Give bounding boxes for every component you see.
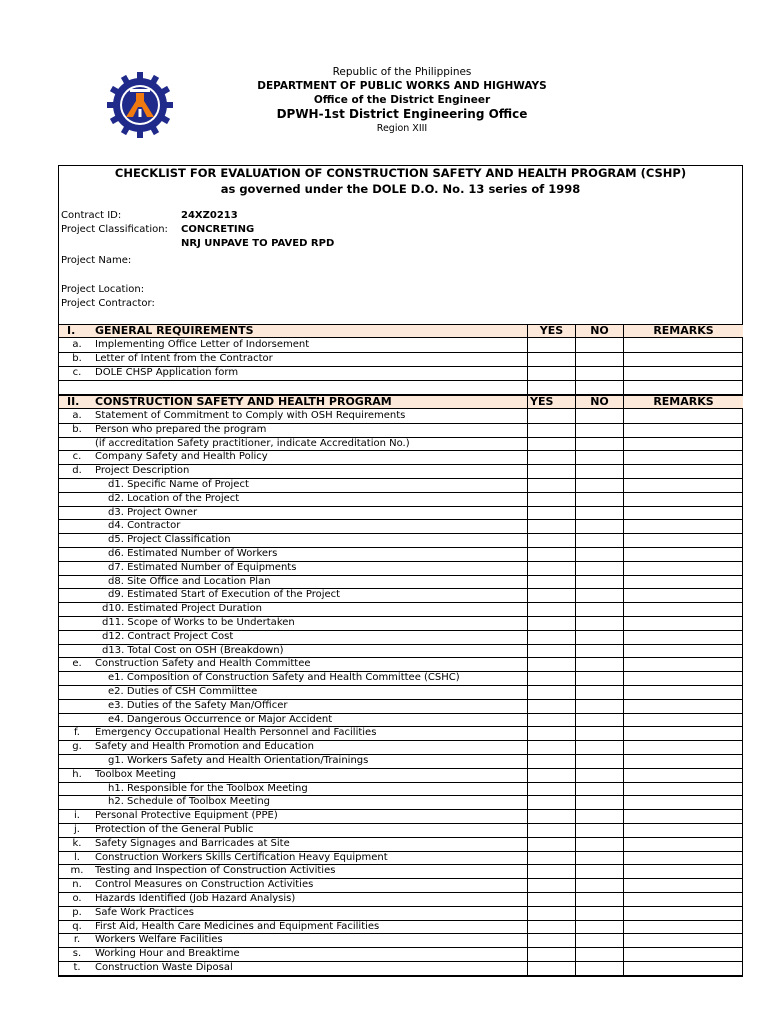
remarks-cell[interactable] — [623, 657, 743, 671]
remarks-cell[interactable] — [623, 519, 743, 533]
item-letter — [59, 561, 95, 575]
checklist-row — [59, 366, 743, 381]
yes-cell[interactable] — [527, 933, 575, 947]
item-text: h1. Responsible for the Toolbox Meeting — [108, 782, 308, 794]
checklist-row — [59, 437, 743, 452]
checklist-row — [59, 782, 743, 797]
item-text: e4. Dangerous Occurrence or Major Accident — [108, 713, 333, 725]
item-text: d10. Estimated Project Duration — [102, 603, 262, 615]
checklist-row — [59, 352, 743, 367]
item-letter: b. — [72, 423, 82, 435]
checklist-row — [59, 616, 743, 631]
item-letter: f. — [74, 727, 80, 739]
item-text: d11. Scope of Works to be Undertaken — [102, 617, 295, 628]
remarks-cell[interactable] — [623, 561, 743, 575]
header-region: Region XIII — [376, 123, 428, 134]
item-letter — [59, 588, 95, 602]
remarks-cell[interactable] — [623, 795, 743, 809]
checklist-row — [59, 837, 743, 852]
no-cell[interactable] — [575, 380, 623, 394]
item-text: Safe Work Practices — [95, 906, 194, 918]
yes-cell[interactable] — [527, 519, 575, 533]
no-cell[interactable] — [575, 713, 623, 727]
yes-cell[interactable] — [527, 740, 575, 754]
no-cell[interactable] — [575, 602, 623, 616]
item-text: d6. Estimated Number of Workers — [108, 548, 278, 559]
no-cell[interactable] — [575, 575, 623, 589]
remarks-cell[interactable] — [623, 437, 743, 451]
remarks-cell[interactable] — [623, 533, 743, 547]
item-text: First Aid, Health Care Medicines and Equipment Facilities — [95, 920, 380, 932]
header-department: DEPARTMENT OF PUBLIC WORKS AND HIGHWAYS — [257, 80, 547, 92]
item-letter: a. — [72, 339, 82, 350]
remarks-cell[interactable] — [623, 768, 743, 782]
remarks-cell[interactable] — [623, 837, 743, 851]
checklist-row — [59, 478, 743, 493]
checklist-row — [59, 878, 743, 893]
item-text: Workers Welfare Facilities — [95, 934, 223, 946]
column-remarks-header: REMARKS — [623, 396, 743, 408]
yes-cell[interactable] — [527, 561, 575, 575]
remarks-cell[interactable] — [623, 685, 743, 699]
item-letter — [59, 437, 95, 451]
item-text: d4. Contractor — [108, 520, 181, 532]
yes-cell[interactable] — [527, 851, 575, 865]
no-cell[interactable] — [575, 920, 623, 934]
checklist-row — [59, 644, 743, 659]
no-cell[interactable] — [575, 809, 623, 823]
item-text: (if accreditation Safety practitioner, indicate Accreditation No.) — [95, 437, 410, 449]
item-letter — [59, 602, 95, 616]
item-text: Safety and Health Promotion and Education — [95, 741, 315, 753]
yes-cell[interactable] — [527, 352, 575, 366]
checklist-row — [59, 809, 743, 824]
item-text: e3. Duties of the Safety Man/Officer — [108, 699, 288, 711]
item-text: g1. Workers Safety and Health Orientation/Trainings — [108, 755, 369, 766]
checklist-row — [59, 685, 743, 700]
item-text: Emergency Occupational Health Personnel and Facilities — [95, 727, 377, 739]
yes-cell[interactable] — [527, 450, 575, 464]
no-cell[interactable] — [575, 823, 623, 837]
remarks-cell[interactable] — [623, 740, 743, 754]
yes-cell[interactable] — [527, 754, 575, 768]
item-letter — [59, 492, 95, 506]
item-text: Toolbox Meeting — [95, 768, 176, 780]
checklist-row — [59, 947, 743, 962]
item-text: d5. Project Classification — [108, 534, 231, 546]
checklist-row — [59, 561, 743, 576]
item-text: d12. Contract Project Cost — [102, 630, 234, 642]
section-general-requirements-header — [59, 324, 743, 338]
no-cell[interactable] — [575, 685, 623, 699]
checklist-row — [59, 547, 743, 562]
no-cell[interactable] — [575, 644, 623, 658]
checklist-row — [59, 906, 743, 921]
yes-cell[interactable] — [527, 947, 575, 961]
yes-cell[interactable] — [527, 533, 575, 547]
item-letter: n. — [72, 879, 82, 891]
remarks-cell[interactable] — [623, 352, 743, 366]
checklist-row — [59, 740, 743, 755]
no-cell[interactable] — [575, 588, 623, 602]
item-text: d8. Site Office and Location Plan — [108, 575, 271, 587]
item-text: d9. Estimated Start of Execution of the Project — [108, 589, 341, 601]
checklist-row — [59, 519, 743, 534]
item-letter — [59, 795, 95, 809]
remarks-cell[interactable] — [623, 616, 743, 630]
remarks-cell[interactable] — [623, 906, 743, 920]
item-letter — [59, 754, 95, 768]
no-cell[interactable] — [575, 837, 623, 851]
item-text: Construction Waste Diposal — [95, 962, 233, 973]
no-cell[interactable] — [575, 450, 623, 464]
no-cell[interactable] — [575, 409, 623, 423]
checklist-row — [59, 795, 743, 810]
no-cell[interactable] — [575, 878, 623, 892]
remarks-cell[interactable] — [623, 933, 743, 947]
yes-cell[interactable] — [527, 644, 575, 658]
checklist-row — [59, 823, 743, 838]
item-letter: s. — [72, 948, 82, 960]
yes-cell[interactable] — [527, 892, 575, 906]
item-letter: a. — [72, 410, 82, 421]
yes-cell[interactable] — [527, 837, 575, 851]
checklist-row — [59, 768, 743, 783]
yes-cell[interactable] — [527, 492, 575, 506]
item-letter — [59, 547, 95, 561]
yes-cell[interactable] — [527, 685, 575, 699]
remarks-cell[interactable] — [623, 699, 743, 713]
remarks-cell[interactable] — [623, 423, 743, 437]
item-letter: c. — [72, 451, 82, 463]
yes-cell[interactable] — [527, 906, 575, 920]
yes-cell[interactable] — [527, 506, 575, 520]
yes-cell[interactable] — [527, 795, 575, 809]
item-letter: j. — [74, 824, 80, 835]
remarks-cell[interactable] — [623, 630, 743, 644]
no-cell[interactable] — [575, 352, 623, 366]
item-letter: e. — [72, 658, 82, 670]
item-text: e1. Composition of Construction Safety and Health Committee (CSHC) — [108, 672, 460, 684]
checklist-row — [59, 423, 743, 438]
item-text: Company Safety and Health Policy — [95, 451, 268, 463]
no-cell[interactable] — [575, 671, 623, 685]
remarks-cell[interactable] — [623, 809, 743, 823]
contract-id-value: 24XZ0213 — [181, 210, 238, 221]
no-cell[interactable] — [575, 492, 623, 506]
yes-cell[interactable] — [527, 588, 575, 602]
item-letter: i. — [74, 810, 80, 822]
remarks-cell[interactable] — [623, 754, 743, 768]
project-name-label: Project Name: — [61, 255, 132, 266]
no-cell[interactable] — [575, 933, 623, 947]
column-yes-header: YES — [527, 396, 575, 408]
no-cell[interactable] — [575, 437, 623, 451]
checklist-row — [59, 575, 743, 590]
item-text: Implementing Office Letter of Indorsement — [95, 339, 310, 350]
item-letter — [59, 616, 95, 630]
checklist-row — [59, 851, 743, 866]
dpwh-logo — [106, 71, 174, 139]
yes-cell[interactable] — [527, 961, 575, 975]
remarks-cell[interactable] — [623, 464, 743, 478]
yes-cell[interactable] — [527, 726, 575, 740]
yes-cell[interactable] — [527, 920, 575, 934]
yes-cell[interactable] — [527, 768, 575, 782]
remarks-cell[interactable] — [623, 920, 743, 934]
remarks-cell[interactable] — [623, 878, 743, 892]
classification-sub-value: NRJ UNPAVE TO PAVED RPD — [181, 238, 335, 249]
item-text: d13. Total Cost on OSH (Breakdown) — [102, 644, 284, 656]
checklist-row — [59, 933, 743, 948]
no-cell[interactable] — [575, 726, 623, 740]
checklist-row — [59, 492, 743, 507]
item-text: d1. Specific Name of Project — [108, 479, 249, 490]
yes-cell[interactable] — [527, 366, 575, 380]
item-text: Letter of Intent from the Contractor — [95, 353, 273, 364]
no-cell[interactable] — [575, 561, 623, 575]
item-letter — [59, 685, 95, 699]
item-text: Personal Protective Equipment (PPE) — [95, 810, 278, 822]
no-cell[interactable] — [575, 423, 623, 437]
yes-cell[interactable] — [527, 547, 575, 561]
item-letter — [59, 506, 95, 520]
no-cell[interactable] — [575, 864, 623, 878]
item-letter — [59, 782, 95, 796]
section-cshp-header — [59, 395, 743, 409]
yes-cell[interactable] — [527, 782, 575, 796]
item-letter: o. — [72, 893, 82, 904]
remarks-cell[interactable] — [623, 782, 743, 796]
remarks-cell[interactable] — [623, 851, 743, 865]
checklist-row — [59, 588, 743, 603]
yes-cell[interactable] — [527, 809, 575, 823]
item-text: Working Hour and Breaktime — [95, 948, 240, 960]
remarks-cell[interactable] — [623, 588, 743, 602]
item-letter: h. — [72, 768, 82, 780]
checklist-title: CHECKLIST FOR EVALUATION OF CONSTRUCTION SAFETY AND HEALTH PROGRAM (CSHP) — [114, 166, 687, 180]
no-cell[interactable] — [575, 464, 623, 478]
remarks-cell[interactable] — [623, 547, 743, 561]
yes-cell[interactable] — [527, 380, 575, 394]
checklist-row — [59, 671, 743, 686]
no-cell[interactable] — [575, 338, 623, 352]
no-cell[interactable] — [575, 754, 623, 768]
remarks-cell[interactable] — [623, 947, 743, 961]
no-cell[interactable] — [575, 506, 623, 520]
remarks-cell[interactable] — [623, 575, 743, 589]
section-number: II. — [67, 395, 80, 408]
column-remarks-header: REMARKS — [623, 325, 743, 337]
item-letter: c. — [72, 367, 82, 378]
item-letter: r. — [73, 934, 81, 946]
project-location-label: Project Location: — [61, 284, 145, 295]
checklist-row — [59, 864, 743, 879]
item-letter: t. — [73, 962, 81, 973]
no-cell[interactable] — [575, 906, 623, 920]
item-letter: p. — [72, 906, 82, 918]
checklist-row — [59, 699, 743, 714]
yes-cell[interactable] — [527, 713, 575, 727]
checklist-row — [59, 892, 743, 907]
item-letter — [59, 671, 95, 685]
yes-cell[interactable] — [527, 464, 575, 478]
no-cell[interactable] — [575, 657, 623, 671]
item-text: Protection of the General Public — [95, 824, 254, 835]
no-cell[interactable] — [575, 782, 623, 796]
yes-cell[interactable] — [527, 864, 575, 878]
classification-value: CONCRETING — [181, 224, 255, 235]
item-letter — [59, 478, 95, 492]
remarks-cell[interactable] — [623, 961, 743, 975]
header-district-office: DPWH-1st District Engineering Office — [276, 107, 528, 121]
checklist-row — [59, 506, 743, 521]
item-letter — [59, 533, 95, 547]
remarks-cell[interactable] — [623, 671, 743, 685]
item-letter — [59, 575, 95, 589]
checklist-row — [59, 726, 743, 741]
no-cell[interactable] — [575, 630, 623, 644]
checklist-row — [59, 533, 743, 548]
no-cell[interactable] — [575, 616, 623, 630]
remarks-cell[interactable] — [623, 602, 743, 616]
item-text: d3. Project Owner — [108, 506, 198, 518]
item-letter — [59, 644, 95, 658]
yes-cell[interactable] — [527, 575, 575, 589]
checklist-row — [59, 338, 743, 353]
yes-cell[interactable] — [527, 437, 575, 451]
remarks-cell[interactable] — [623, 726, 743, 740]
no-cell[interactable] — [575, 478, 623, 492]
no-cell[interactable] — [575, 961, 623, 975]
contract-id-label: Contract ID: — [61, 210, 122, 221]
checklist-row — [59, 961, 743, 976]
no-cell[interactable] — [575, 947, 623, 961]
item-letter — [59, 519, 95, 533]
checklist-row — [59, 409, 743, 424]
yes-cell[interactable] — [527, 878, 575, 892]
remarks-cell[interactable] — [623, 823, 743, 837]
classification-label: Project Classification: — [61, 224, 168, 235]
checklist-row — [59, 657, 743, 672]
no-cell[interactable] — [575, 519, 623, 533]
remarks-cell[interactable] — [623, 338, 743, 352]
yes-cell[interactable] — [527, 699, 575, 713]
item-text: DOLE CHSP Application form — [95, 367, 239, 378]
item-letter: b. — [72, 353, 82, 364]
column-yes-header: YES — [527, 325, 575, 337]
yes-cell[interactable] — [527, 409, 575, 423]
item-text: Person who prepared the program — [95, 423, 267, 435]
header-office: Office of the District Engineer — [313, 94, 491, 106]
yes-cell[interactable] — [527, 823, 575, 837]
project-contractor-label: Project Contractor: — [61, 298, 155, 309]
section-title: CONSTRUCTION SAFETY AND HEALTH PROGRAM — [95, 395, 392, 408]
item-letter: g. — [72, 741, 82, 753]
yes-cell[interactable] — [527, 657, 575, 671]
item-text: d2. Location of the Project — [108, 492, 240, 504]
remarks-cell[interactable] — [623, 492, 743, 506]
item-text: Control Measures on Construction Activities — [95, 879, 314, 891]
yes-cell[interactable] — [527, 630, 575, 644]
checklist-row — [59, 450, 743, 465]
item-letter: m. — [70, 865, 84, 877]
yes-cell[interactable] — [527, 602, 575, 616]
no-cell[interactable] — [575, 851, 623, 865]
no-cell[interactable] — [575, 740, 623, 754]
checklist-row — [59, 602, 743, 617]
item-letter: k. — [72, 837, 82, 849]
item-letter — [59, 630, 95, 644]
checklist-row — [59, 920, 743, 935]
item-letter: d. — [72, 465, 82, 477]
item-text: Construction Workers Skills Certification Heavy Equipment — [95, 851, 388, 863]
section-number: I. — [67, 324, 76, 337]
no-cell[interactable] — [575, 547, 623, 561]
item-text: Testing and Inspection of Construction Activities — [95, 865, 336, 877]
checklist-row — [59, 713, 743, 728]
remarks-cell[interactable] — [623, 892, 743, 906]
checklist-row — [59, 464, 743, 479]
remarks-cell[interactable] — [623, 864, 743, 878]
remarks-cell[interactable] — [623, 713, 743, 727]
column-no-header: NO — [575, 325, 623, 337]
item-text: Construction Safety and Health Committee — [95, 658, 311, 670]
no-cell[interactable] — [575, 366, 623, 380]
item-text: Safety Signages and Barricades at Site — [95, 837, 290, 849]
header-republic: Republic of the Philippines — [332, 66, 472, 78]
yes-cell[interactable] — [527, 671, 575, 685]
yes-cell[interactable] — [527, 423, 575, 437]
no-cell[interactable] — [575, 699, 623, 713]
yes-cell[interactable] — [527, 478, 575, 492]
yes-cell[interactable] — [527, 338, 575, 352]
item-text: Statement of Commitment to Comply with OSH Requirements — [95, 410, 406, 421]
remarks-cell[interactable] — [623, 409, 743, 423]
remarks-cell[interactable] — [623, 506, 743, 520]
item-text: h2. Schedule of Toolbox Meeting — [108, 796, 271, 808]
checklist-row — [59, 630, 743, 645]
checklist-row — [59, 754, 743, 769]
remarks-cell[interactable] — [623, 644, 743, 658]
remarks-cell[interactable] — [623, 380, 743, 394]
no-cell[interactable] — [575, 795, 623, 809]
no-cell[interactable] — [575, 768, 623, 782]
remarks-cell[interactable] — [623, 450, 743, 464]
remarks-cell[interactable] — [623, 478, 743, 492]
yes-cell[interactable] — [527, 616, 575, 630]
item-text: Hazards Identified (Job Hazard Analysis) — [95, 893, 296, 904]
blank-row — [59, 380, 743, 395]
item-text: d7. Estimated Number of Equipments — [108, 561, 297, 573]
item-text: e2. Duties of CSH Commiittee — [108, 686, 258, 697]
no-cell[interactable] — [575, 892, 623, 906]
no-cell[interactable] — [575, 533, 623, 547]
item-text: Project Description — [95, 465, 190, 477]
remarks-cell[interactable] — [623, 366, 743, 380]
item-letter: q. — [72, 920, 82, 932]
column-no-header: NO — [575, 396, 623, 408]
item-letter — [59, 699, 95, 713]
section-title: GENERAL REQUIREMENTS — [95, 324, 254, 337]
checklist-subtitle: as governed under the DOLE D.O. No. 13 series of 1998 — [220, 182, 581, 196]
item-letter — [59, 713, 95, 727]
item-letter: l. — [74, 851, 80, 863]
